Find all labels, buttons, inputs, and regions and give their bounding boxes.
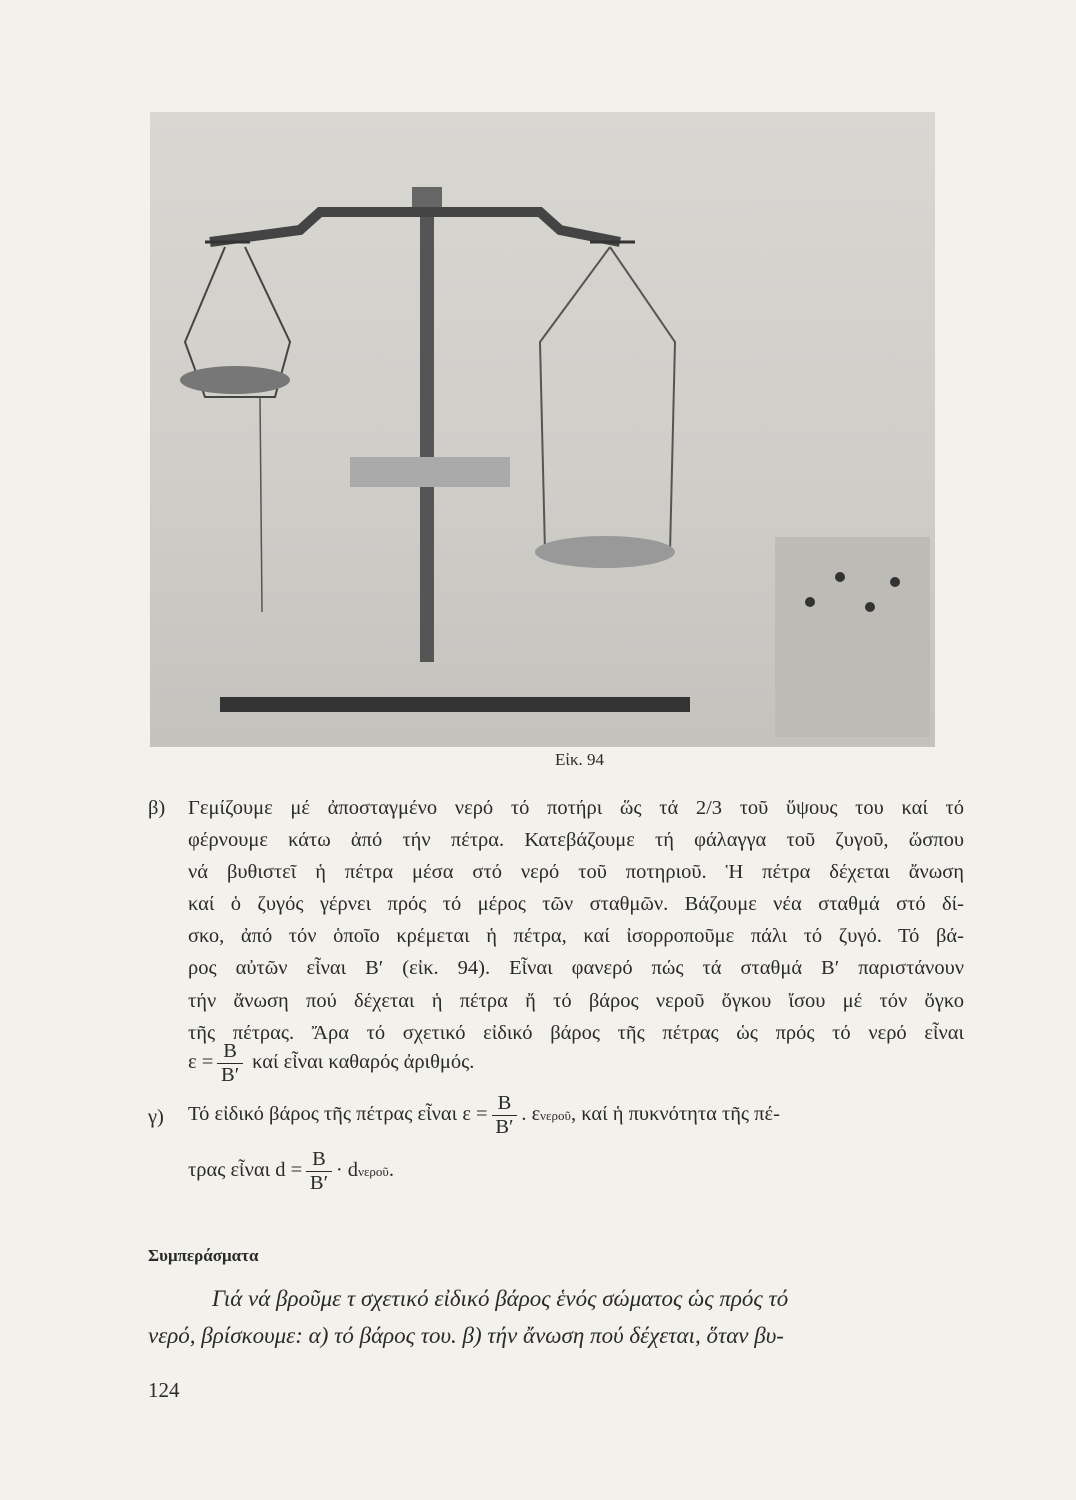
paragraph-line: νά βυθιστεῖ ἡ πέτρα μέσα στό νερό τοῦ ποτηριοῦ. Ἡ πέτρα δέχεται ἄνωση [188, 861, 964, 883]
item-b-label: β) [148, 797, 166, 819]
balance-illustration [150, 112, 935, 747]
conclusion-line: Γιά νά βροῦμε τ σχετικό εἰδικό βάρος ἑνός σώματος ὡς πρός τό [212, 1286, 789, 1311]
paragraph-line: καί ὁ ζυγός γέρνει πρός τό μέρος τῶν σταθμῶν. Βάζουμε νέα σταθμά στό δί- [188, 893, 964, 915]
formula-density: τρας εἶναι d = $\frac{B}{B'}$ · dνεροῦ. [188, 1148, 394, 1194]
fraction: $\frac{B}{B'}$ [492, 1092, 518, 1138]
page-number: 124 [148, 1378, 180, 1402]
formula-specific-weight: Τό εἰδικό βάρος τῆς πέτρας εἶναι ε = $\frac{B}{B'}$ . ενεροῦ, καί ἡ πυκνότητα τῆς πέ- [188, 1092, 780, 1138]
fraction: $\frac{B}{B'}$ [217, 1040, 243, 1086]
paragraph-line: τῆς πέτρας. Ἄρα τό σχετικό εἰδικό βάρος τῆς πέτρας ὡς πρός τό νερό εἶναι [188, 1022, 964, 1044]
balance-photo [150, 112, 935, 747]
item-c-label: γ) [148, 1106, 164, 1128]
paragraph-line: σκο, ἀπό τόν ὁποῖο κρέμεται ἡ πέτρα, καί ἰσορροποῦμε πάλι τό ζυγό. Τό βά- [188, 925, 964, 947]
paragraph-line: τήν ἄνωση πού δέχεται ἡ πέτρα ἤ τό βάρος νεροῦ ὄγκου ἴσου μέ τόν ὄγκο [188, 990, 964, 1012]
section-heading: Συμπεράσματα [148, 1246, 259, 1265]
formula-epsilon: ε = $\frac{B}{B'}$ καί εἶναι καθαρός ἀριθμός. [188, 1040, 475, 1086]
paragraph-line: ρος αὐτῶν εἶναι Β′ (εἰκ. 94). Εἶναι φανερό πώς τά σταθμά Β′ παριστάνουν [188, 957, 964, 979]
paragraph-line: φέρνουμε κάτω ἀπό τήν πέτρα. Κατεβάζουμε τή φάλαγγα τοῦ ζυγοῦ, ὥσπου [188, 829, 964, 851]
figure-caption: Εἰκ. 94 [555, 750, 605, 769]
conclusion-line: νερό, βρίσκουμε: α) τό βάρος του. β) τήν ἄνωση πού δέχεται, ὅταν βυ- [148, 1323, 784, 1348]
paragraph-line: Γεμίζουμε μέ ἀποσταγμένο νερό τό ποτήρι ὥς τά 2/3 τοῦ ὕψους του καί τό [188, 797, 964, 819]
fraction: $\frac{B}{B'}$ [306, 1148, 332, 1194]
